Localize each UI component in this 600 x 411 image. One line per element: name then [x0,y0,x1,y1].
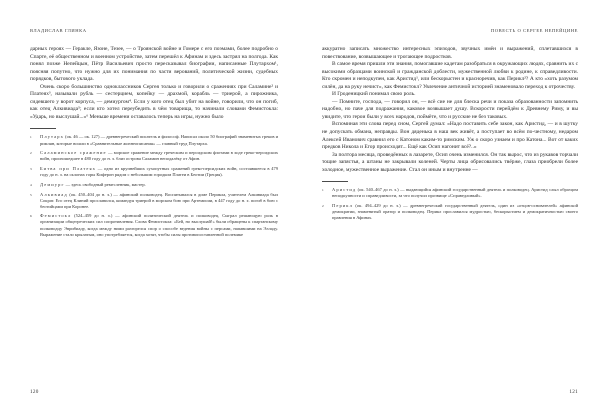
footnote-marker: 6 [30,214,32,219]
footnote-lead: Фемистокл [40,213,72,219]
footnote-marker: 3 [30,167,32,172]
footnote-separator-rule [322,181,348,182]
footnote [30,150,278,162]
footnote [30,134,278,146]
footnote-lead: Плутарх [40,134,64,140]
footnote-marker: 1 [30,135,32,140]
footnote [30,213,278,237]
footnote-marker: 5 [30,192,32,197]
footnote-body: (ок. 494–429 до н. э.) — древнегреческий государственный деятель, один из «отцов-основателей» афинской демократии, знаменитый оратор и полководец. Перикл прославился мудростью, бескорыстием и демократичностью своего правления в Афинах. [332,203,578,221]
right-page-footnotes [322,187,578,221]
footnote-body: — одно из крупнейших сухопутных сражений греко-персидских войн, состоявшееся в 479 году до н. э. на склонах горы Киферон рядом с небольшим городком Платеи в Беотии (Греция). [40,166,278,178]
paragraph: — Помните, господа, — говорил он, — всё сие не для блеска речи и показа образованности запомнить надобно, но паче для подражания, каковое возвышает душу. Вскорости перейдём к Древнему Риму, и вы увидите, что герои были у всех народов, поймёте, что и русские не без таковых. [322,98,578,120]
footnote-lead: Демиург [40,181,65,187]
paragraph: дарных героях — Геракле, Язоне, Тезее, — о Троянской войне и Гомере с его поэмами, более подробно о Спарте, её общественном и военном устройстве, затем перешёл к Афинам и здесь застрял на полгода. Как понял позже Непейцын, Пётр Васильевич просто пересказывал биографии, написанные Плутархом¹, поясняя попутно, что нужно для их понимания по части верований, политической жизни, судебных порядков, бытового уклада. [30,46,278,83]
running-head-author: ВЛАДИСЛАВ ГЛИНКА [30,28,87,33]
left-page-footnotes [30,134,278,237]
footnote-lead: Битва при Платеях [40,166,96,172]
footnote-text [40,182,278,188]
footnote-lead: Аристид [332,187,357,193]
footnote-text [332,187,578,199]
paragraph: За полтора месяца, проведённых в лазарете, Осип очень изменился. Он так вырос, что из рукавов торчали тощие запястья, а штаны не закрывали коленей. Черты лица обрисовались твёрже, глаза приобрели более холодное, мужественное выражение. Стал он иным и внутренне — [322,151,578,173]
footnote [30,192,278,210]
footnote-lead: Саламинское сражение [40,150,107,156]
right-page-body [322,46,578,174]
footnote-body: — морское сражение между греческим и персидским флотами в ходе греко-персидских войн, произошедшее в 480 году до н. э. близ острова Саламин неподалёку от Афин. [40,150,279,162]
footnote-body: (ок. 540–467 до н. э.) — выдающийся афинский государственный деятель и полководец. Аристид слыл образцом неподкупности и справедливости, за что получил прозвище «Справедливый». [332,187,578,199]
paragraph: аккуратно записать множество интересных эпизодов, звучных имён и выражений, сплетавшихся в повествование, возвышающее и трогающее подростков. [322,46,578,60]
footnote-lead: Алкивиад [40,191,68,197]
footnote-text [40,150,278,162]
footnote-body: — здесь свободный ремесленник, мастер. [64,181,146,187]
paragraph: И Гроденицкий понимал свою роль. [332,91,416,98]
footnote-body: (524–459 до н. э.) — афинский политический деятель и полководец. Сыграл решающую роль в организации общегреческих сил сопротивления. Слова Фемистокла: «Бей, но выслушай!» были обращены к спартанскому полководцу Эврибиаду, когда между ними разгорелся спор о способе ведения войны с персами, напавшими на Элладу. Выражение стало крылатым, оно употребляется, когда хотят, чтобы силы противопоставленной полемике [40,213,278,237]
left-page-body [30,46,278,121]
footnote-text [40,213,278,237]
footnote-text [40,134,278,146]
paragraph: Вспоминая эти слова перед сном, Сергей думал: «Надо поставить себе закон, как Аристид, — и в шутку не допускать обмана, неправды. Вон дяденька в наш век живёт, а поступает во всём по-честному, недаром Алексей Иванович сравнил его с Катоном каким-то римским. Уж о скоро узнаем и про Катона... Вот от каких предков Никола и Егор происходят... Ещё как Осип нагонит всё?..» [322,121,578,151]
footnote-text [40,192,278,210]
footnote-lead: Перикл [332,203,353,209]
footnote-text [332,203,578,221]
page-number: 120 [30,389,39,395]
right-page [300,0,600,411]
page-number: 121 [569,389,578,395]
footnote [30,182,278,188]
footnote-body: (ок. 46 — ок. 127) — древнегреческий писатель и философ. Написал около 50 биографий знаменитых греков и римлян, которые вошли в «Сравнительные жизнеописания» — главный труд Плутарха. [40,134,278,146]
footnote-marker: 2 [322,204,324,209]
footnote-text [40,166,278,178]
footnote [322,187,578,199]
footnote-marker: 4 [30,182,32,187]
footnote [322,203,578,221]
footnote-body: (ок. 450–404 до н. э.) — афинский полководец. Воспитывался в доме Перикла, учителем Алкивиада был Сократ. Его отец Клиний прославился, командуя триерой в морском бою при Артемисии, в 447 году до н. э. погиб в бою с беотийцами при Коронее. [40,191,278,209]
running-head-title: ПОВЕСТЬ О СЕРГЕЕ НЕПЕЙЦИНЕ [490,28,578,33]
footnote-marker: 1 [322,188,324,193]
paragraph: Очень скоро большинство одноклассников Сергея только и говорили о сражениях при Саламине² и Платеях³, называли рубль — сестерцием, копейку — драхмой, корабль — триерой, а пирожника, сидевшего у ворот корпуса, — демиургом⁴. Если у кого отец был убит на войне, говорили, что он погиб, как отец Алкивиада⁵; если кто хотел переубедить в чём товарища, то начинали словами Фемистокла: «Ударь, но выслушай...»⁶ Меньше времени оставалось теперь на игры, нужно было [30,83,278,120]
footnote-marker: 2 [30,151,32,156]
footnote-separator-rule [30,128,56,129]
footnote [30,166,278,178]
paragraph: В самое время пришли эти знания, помогавшие кадетам разобраться в окружающих людях, сравнить их с высокими образцами воинской и гражданской доблести, мужественной любви к родине, к справедливости. Кто скромен и неподкупен, как Аристид¹, или бескорыстен и красноречив, как Перикл²? А кто «хоть разумом силён, да на руку нечист», как Фемистокл? Увлечение античной историей знаменовало переход к отрочеству. [322,61,578,90]
